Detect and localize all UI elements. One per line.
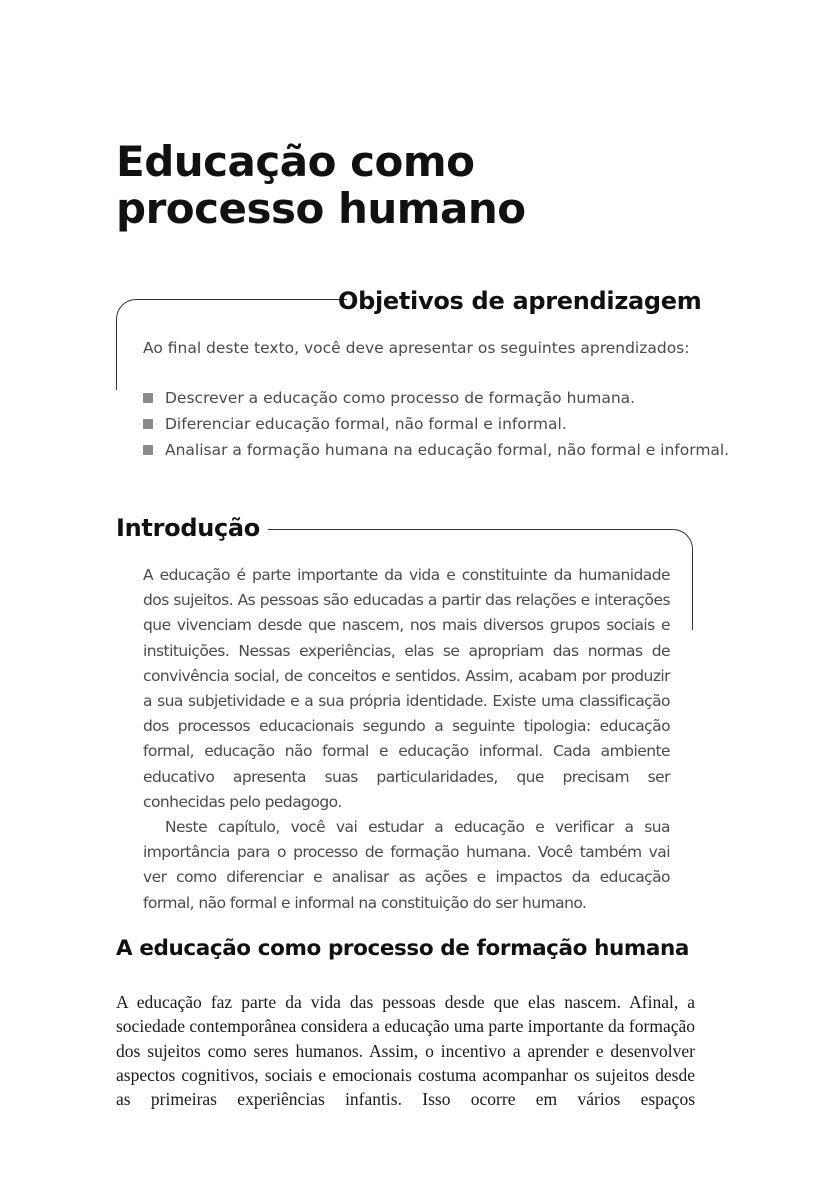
chapter-title-line-1: Educação como [116, 137, 475, 186]
introduction-body [143, 563, 670, 916]
section-body-text: A educação faz parte da vida das pessoas desde que elas nascem. Afinal, a sociedade contemporânea considera a educação uma parte importante da formação dos sujeitos como seres humanos. Assim, o incentivo a aprender e desenvolver aspectos cognitivos, sociais e emocionais costuma acompanhar os sujeitos desde as primeiras experiências infantis. Isso ocorre em vários espaços [116, 992, 695, 1110]
objective-item [143, 385, 729, 411]
chapter-title-line-2: processo humano [116, 184, 526, 233]
introduction-heading: Introdução [116, 514, 260, 542]
objective-item [143, 411, 729, 437]
section-heading: A educação como processo de formação humana [116, 936, 690, 961]
objective-item-text: Descrever a educação como processo de formação humana. [165, 389, 636, 407]
objective-item [143, 437, 729, 463]
square-bullet-icon [143, 445, 153, 455]
objectives-list [143, 385, 729, 463]
introduction-paragraph-2: Neste capítulo, você vai estudar a educação e verificar a sua importância para o processo de formação humana. Você também vai ver como diferenciar e analisar as ações e impactos da educação formal, não formal e informal na constituição do ser humano. [143, 818, 670, 912]
introduction-paragraph-1: A educação é parte importante da vida e constituinte da humanidade dos sujeitos. As pessoas são educadas a partir das relações e interações que vivenciam desde que nascem, nos mais diversos grupos sociais e instituições. Nessas experiências, elas se apropriam das normas de convivência social, de conceitos e sentidos. Assim, acabam por produzir a sua subjetividade e a sua própria identidade. Existe uma classificação dos processos educacionais segundo a seguinte tipologia: educação formal, educação não formal e educação informal. Cada ambiente educativo apresenta suas particularidades, que precisam ser conhecidas pelo pedagogo. [143, 566, 670, 811]
objective-item-text: Analisar a formação humana na educação formal, não formal e informal. [165, 441, 730, 459]
square-bullet-icon [143, 419, 153, 429]
objective-item-text: Diferenciar educação formal, não formal e informal. [165, 415, 567, 433]
objectives-heading: Objetivos de aprendizagem [338, 287, 702, 315]
square-bullet-icon [143, 393, 153, 403]
objectives-intro: Ao final deste texto, você deve apresentar os seguintes aprendizados: [143, 339, 690, 357]
chapter-title [116, 138, 716, 232]
